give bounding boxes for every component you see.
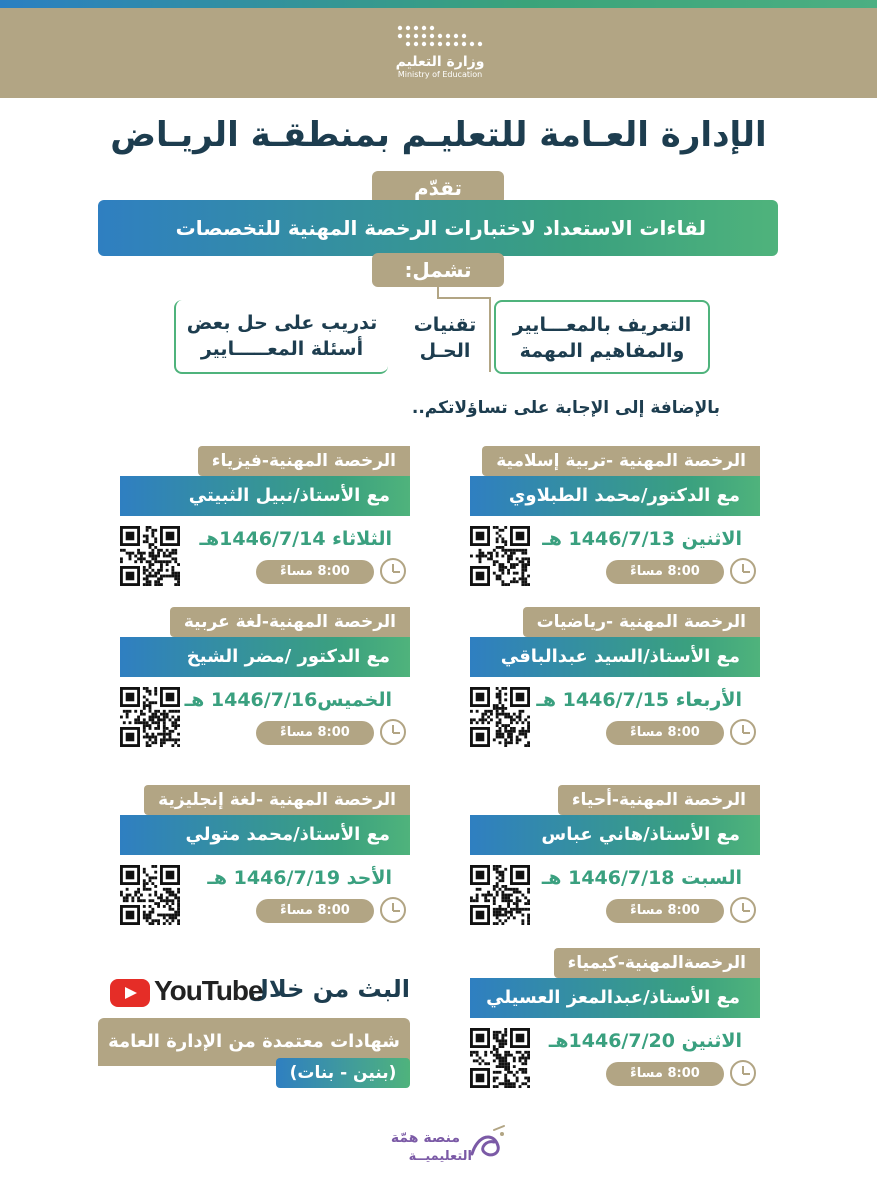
session-time: 8:00 مساءً <box>606 899 724 923</box>
include-item-2 <box>400 306 490 374</box>
session-category: الرخصةالمهنية-كيمياء <box>554 948 760 978</box>
himma-platform-logo <box>370 1122 510 1170</box>
session-instructor: مع الدكتور/محمد الطبلاوي <box>470 476 760 516</box>
session-category: الرخصة المهنية -تربية إسلامية <box>482 446 760 476</box>
clock-icon <box>380 897 406 923</box>
session-category: الرخصة المهنية -لغة إنجليزية <box>144 785 410 815</box>
himma-logo-line2: التعليميــة <box>408 1149 472 1164</box>
session-card <box>120 446 410 596</box>
clock-icon <box>380 558 406 584</box>
includes-label: تشمل: <box>372 253 504 287</box>
himma-logo-line1: منصة همّة <box>390 1130 460 1146</box>
clock-icon <box>730 1060 756 1086</box>
session-instructor: مع الأستاذ/السيد عبدالباقي <box>470 637 760 677</box>
include-item-1-line2: والمفاهيم المهمة <box>519 340 685 362</box>
include-item-1 <box>494 300 710 374</box>
session-time: 8:00 مساءً <box>256 721 374 745</box>
broadcast-row <box>110 975 410 1011</box>
header-banner <box>0 8 877 98</box>
session-card <box>120 785 410 935</box>
session-category: الرخصة المهنية-فيزياء <box>198 446 410 476</box>
qr-code-icon[interactable] <box>120 687 180 747</box>
session-time: 8:00 مساءً <box>256 899 374 923</box>
ministry-logo <box>385 22 495 94</box>
include-item-3 <box>174 300 388 374</box>
program-title-bar: لقاءات الاستعداد لاختبارات الرخصة المهنية للتخصصات <box>98 200 778 256</box>
session-category: الرخصة المهنية-لغة عربية <box>170 607 410 637</box>
session-card <box>470 785 760 935</box>
qr-code-icon[interactable] <box>470 865 530 925</box>
session-category: الرخصة المهنية -رياضيات <box>523 607 760 637</box>
certificate-banner: شهادات معتمدة من الإدارة العامة <box>98 1018 410 1066</box>
session-time: 8:00 مساءً <box>606 721 724 745</box>
youtube-logo[interactable] <box>110 975 263 1009</box>
youtube-play-icon <box>110 979 150 1007</box>
session-time: 8:00 مساءً <box>606 560 724 584</box>
qr-code-icon[interactable] <box>120 865 180 925</box>
clock-icon <box>730 558 756 584</box>
clock-icon <box>380 719 406 745</box>
qr-code-icon[interactable] <box>470 526 530 586</box>
session-card <box>120 607 410 757</box>
include-item-1-line1: التعريف بالمعـــايير <box>512 314 692 336</box>
session-date: الثلاثاء 1446/7/14هـ <box>199 528 392 550</box>
session-instructor: مع الأستاذ/عبدالمعز العسيلي <box>470 978 760 1018</box>
session-time: 8:00 مساءً <box>606 1062 724 1086</box>
session-date: السبت 1446/7/18 هـ <box>541 867 742 889</box>
session-time: 8:00 مساءً <box>256 560 374 584</box>
qr-code-icon[interactable] <box>470 1028 530 1088</box>
session-date: الأربعاء 1446/7/15 هـ <box>536 689 742 711</box>
include-item-3-line2: أسئلة المعـــــايير <box>200 338 364 360</box>
include-item-2-line2: الحـل <box>419 340 471 362</box>
logo-arabic-text: وزارة التعليم <box>395 54 485 70</box>
session-instructor: مع الدكتور /مضر الشيخ <box>120 637 410 677</box>
session-card <box>470 948 760 1098</box>
clock-icon <box>730 719 756 745</box>
top-stripe <box>0 0 877 8</box>
presents-label: تقدّم <box>372 171 504 205</box>
qr-code-icon[interactable] <box>120 526 180 586</box>
session-date: الأحد 1446/7/19 هـ <box>207 867 392 889</box>
page-title: الإدارة العـامة للتعليـم بمنطقـة الريـاض <box>110 115 767 155</box>
qr-code-icon[interactable] <box>470 687 530 747</box>
session-instructor: مع الأستاذ/هاني عباس <box>470 815 760 855</box>
session-instructor: مع الأستاذ/نبيل الثبيتي <box>120 476 410 516</box>
broadcast-label: البث من خلال <box>248 975 410 1003</box>
session-date: الخميس1446/7/16 هـ <box>184 689 392 711</box>
session-card <box>470 607 760 757</box>
include-item-2-line1: تقنيات <box>413 314 477 336</box>
logo-english-text: Ministry of Education <box>397 70 483 79</box>
session-card <box>470 446 760 596</box>
session-instructor: مع الأستاذ/محمد متولي <box>120 815 410 855</box>
subtitle: بالإضافة إلى الإجابة على تساؤلاتكم.. <box>411 398 720 418</box>
ministry-dots-icon <box>392 22 488 52</box>
include-item-3-line1: تدريب على حل بعض <box>186 312 378 334</box>
session-date: الاثنين 1446/7/13 هـ <box>542 528 742 550</box>
youtube-wordmark: YouTube <box>154 975 263 1006</box>
session-date: الاثنين 1446/7/20هـ <box>548 1030 742 1052</box>
audience-badge: (بنين - بنات) <box>276 1058 410 1088</box>
session-category: الرخصة المهنية-أحياء <box>558 785 760 815</box>
clock-icon <box>730 897 756 923</box>
